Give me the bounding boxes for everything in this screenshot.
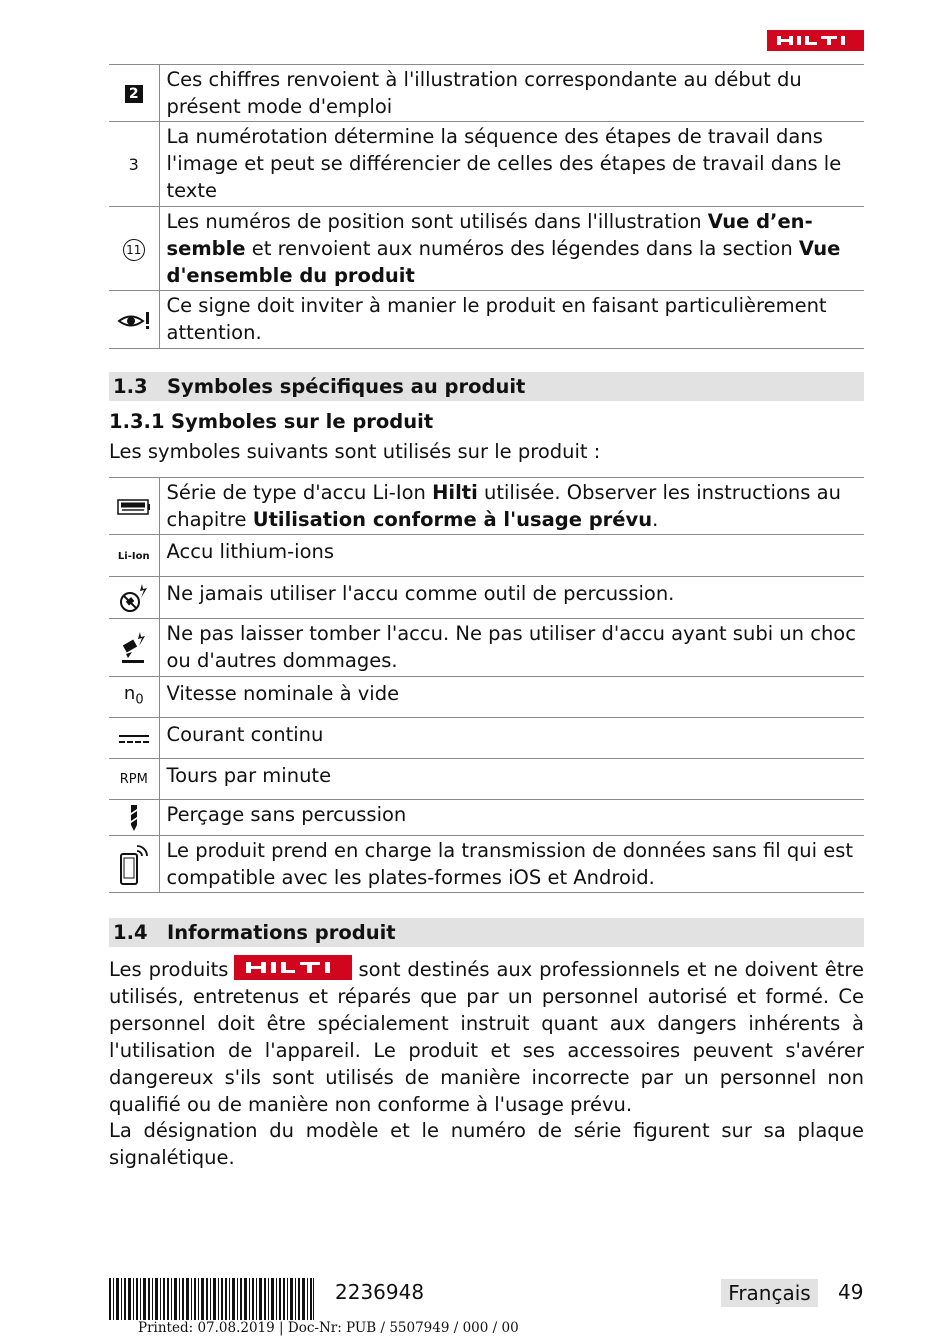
table-cell-text: Vitesse nominale à vide: [159, 677, 864, 718]
section-number: 1.3: [113, 375, 148, 398]
table-cell-text: Les numéros de position sont utilisés dans l'illustration Vue d’en-semble et renvoient aux numéros des légendes dans la section Vue d'ensemble du produit: [159, 207, 864, 291]
table-row: [109, 836, 864, 893]
page-number: 49: [838, 1280, 864, 1304]
table-row: [109, 619, 864, 677]
table-row: [109, 207, 864, 291]
language-label: Français: [721, 1279, 818, 1307]
section-title: Symboles spécifiques au produit: [167, 375, 526, 398]
do-not-drop-icon: [118, 630, 150, 666]
general-symbols-table: [109, 64, 864, 349]
table-row: [109, 65, 864, 122]
li-ion-icon: Li-Ion: [117, 550, 150, 562]
table-row: [109, 800, 864, 836]
section-heading-1-4: [109, 918, 864, 947]
subsection-number: 1.3.1: [109, 410, 165, 433]
section-number: 1.4: [113, 921, 148, 944]
table-cell-text: Perçage sans percussion: [159, 800, 864, 836]
illustration-number-icon: 2: [125, 85, 143, 103]
product-info-paragraph-2: La désignation du modèle et le numéro de série figurent sur sa plaque signalétique.: [109, 1119, 864, 1169]
attention-eye-icon: [117, 311, 151, 331]
table-row: [109, 759, 864, 800]
print-info: Printed: 07.08.2019 | Doc-Nr: PUB / 5507949 / 000 / 00: [138, 1320, 519, 1336]
intro-text: Les symboles suivants sont utilisés sur le produit :: [109, 440, 601, 463]
direct-current-icon: [118, 733, 150, 745]
no-hammer-icon: [118, 582, 150, 614]
section-heading-1-3: [109, 372, 864, 401]
table-cell-text: Accu lithium-ions: [159, 535, 864, 577]
document-code: 2236948: [335, 1280, 425, 1304]
table-row: [109, 291, 864, 349]
table-row: [109, 577, 864, 619]
product-info-paragraph: Les produits sont destinés aux professionnels et ne doivent être utilisés, entretenus et réparés que par un personnel autorisé et formé. Ce personnel doit être spécialement instruit quant aux dangers inhérents à l'utilisation de l'appareil. Le produit et ses accessoires peuvent s'avérer dangereux s'ils sont utilisés de manière incorrecte par un personnel non qualifié ou de manière non conforme à l'usage prévu.: [109, 955, 864, 1118]
table-cell-text: Ce signe doit inviter à manier le produit en faisant particulièrement attention.: [159, 291, 864, 349]
step-number-icon: 3: [128, 155, 139, 174]
table-cell-text: La numérotation détermine la séquence des étapes de travail dans l'image et peut se différencier de celles des étapes de travail dans le texte: [159, 122, 864, 207]
no-load-speed-symbol: n: [123, 683, 136, 705]
table-row: [109, 718, 864, 759]
drill-bit-icon: [127, 804, 141, 832]
table-row: [109, 535, 864, 577]
wireless-phone-icon: [117, 842, 151, 886]
table-cell-text: Ne jamais utiliser l'accu comme outil de percussion.: [159, 577, 864, 619]
subsection-heading-1-3-1: [109, 408, 433, 436]
table-cell-text: Ne pas laisser tomber l'accu. Ne pas utiliser d'accu ayant subi un choc ou d'autres dommages.: [159, 619, 864, 677]
table-cell-text: Courant continu: [159, 718, 864, 759]
no-load-speed-icon: [124, 680, 144, 714]
table-cell-text: Tours par minute: [159, 759, 864, 800]
table-cell-text: Ces chiffres renvoient à l'illustration correspondante au début du présent mode d'emploi: [159, 65, 864, 122]
rpm-icon: RPM: [119, 772, 148, 787]
table-row: [109, 122, 864, 207]
table-row: [109, 478, 864, 535]
table-cell-text: Série de type d'accu Li-Ion Hilti utilisée. Observer les instructions au chapitre Utilisation conforme à l'usage prévu.: [159, 478, 864, 535]
position-number-icon: 11: [123, 239, 145, 261]
product-symbols-table: [109, 477, 864, 893]
hilti-battery-icon: [117, 499, 151, 515]
no-load-speed-subscript: 0: [135, 692, 144, 708]
subsection-title: Symboles sur le produit: [171, 410, 434, 433]
hilti-inline-logo: [234, 955, 352, 980]
barcode-image: [109, 1278, 314, 1320]
hilti-logo: [767, 30, 864, 51]
section-title: Informations produit: [167, 921, 396, 944]
table-cell-text: Le produit prend en charge la transmission de données sans fil qui est compatible avec les plates-formes iOS et Android.: [159, 836, 864, 893]
table-row: [109, 677, 864, 718]
